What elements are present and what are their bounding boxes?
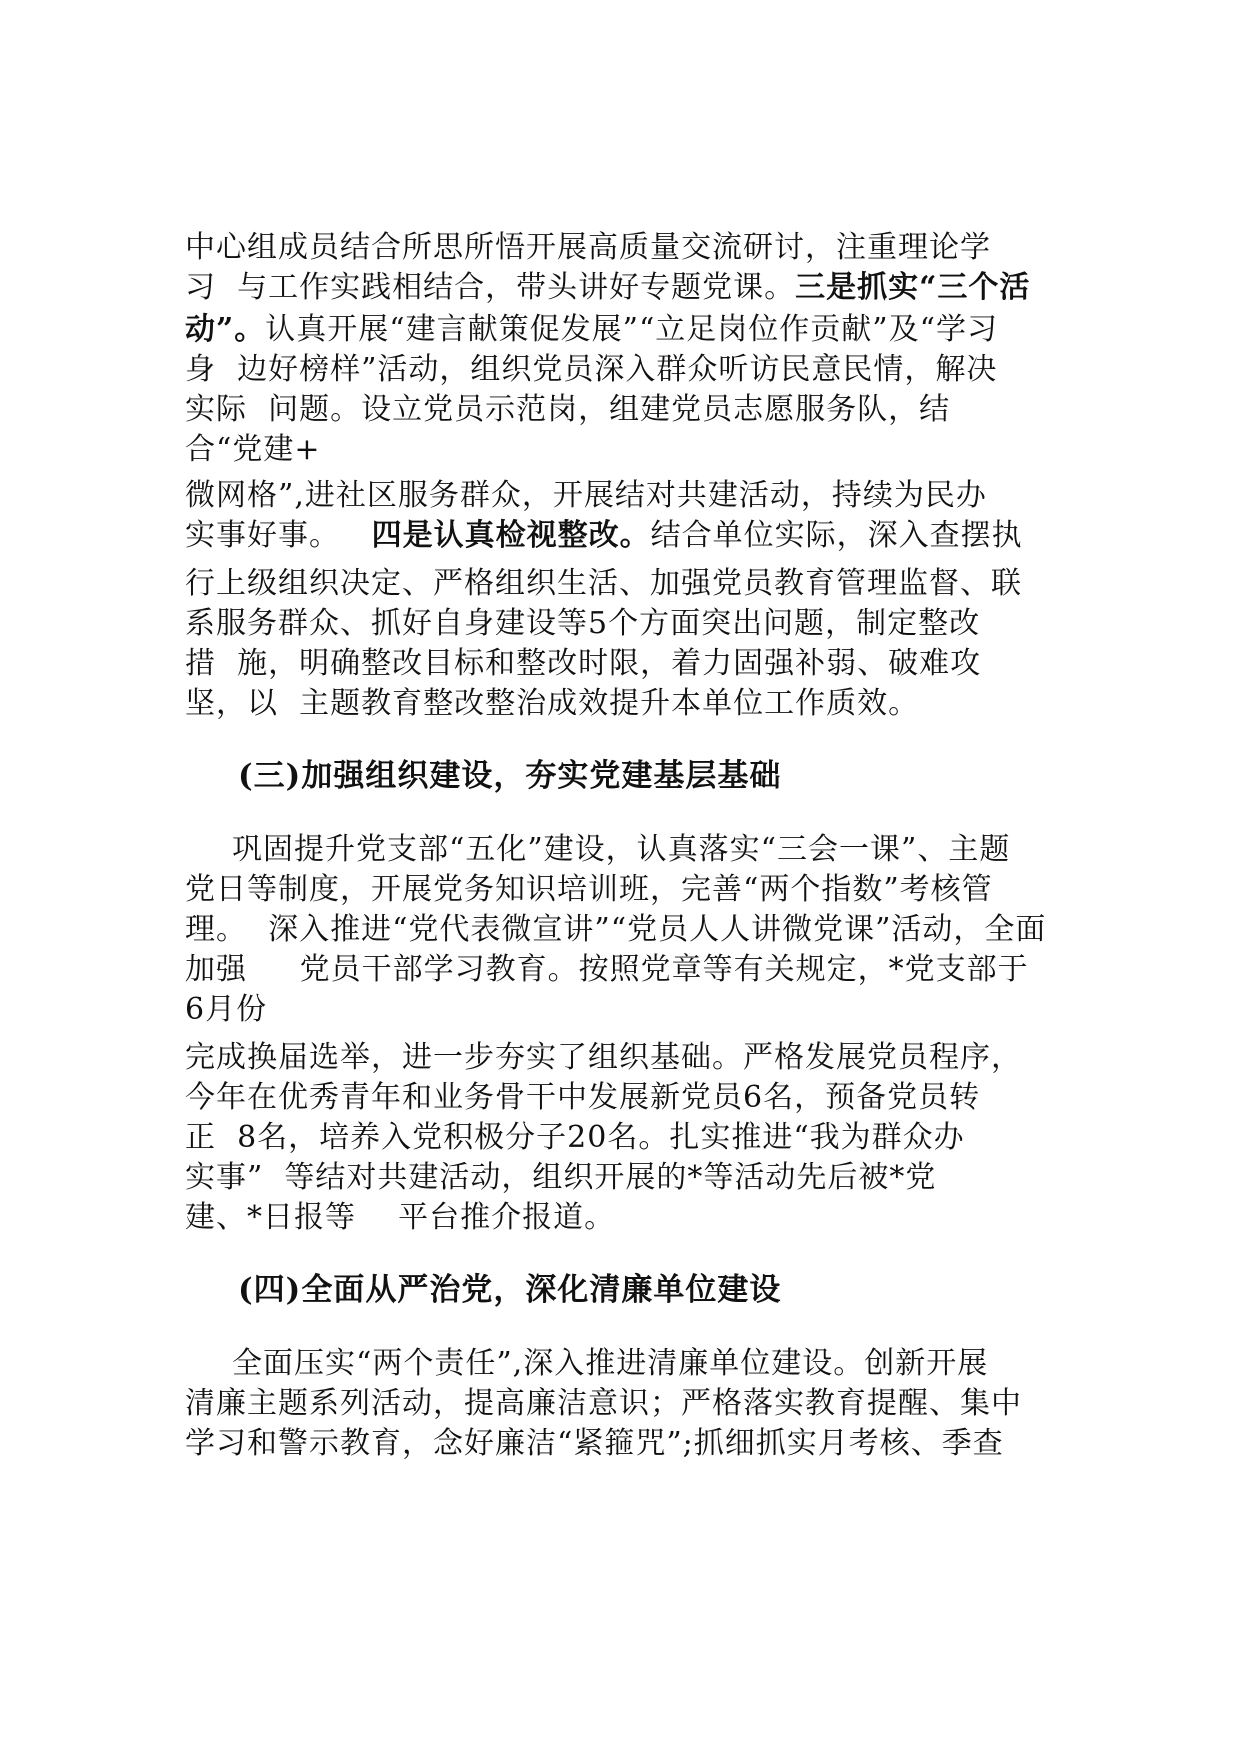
text-run: 措 施，明确整改目标和整改时限，着力固强补弱、破难攻 [185,646,982,681]
text-run: 6月份 [185,992,268,1027]
text-run: 坚，以 主题教育整改整治成效提升本单位工作质效。 [185,686,920,721]
paragraph-line [185,1384,1022,1424]
paragraph-line [185,476,987,516]
text-run: 今年在优秀青年和业务骨干中发展新党员6名，预备党员转 [185,1080,981,1115]
paragraph-line [185,350,997,390]
bold-text-run: 三是抓实“三个活 [795,270,1031,305]
paragraph-line [185,228,991,268]
paragraph-line [185,990,267,1030]
paragraph-line [185,1038,1022,1078]
paragraph-line [185,950,1029,990]
section-heading: (四)全面从严治党，深化清廉单位建设 [238,1272,782,1308]
paragraph-line [185,1198,615,1238]
paragraph-line [185,1158,936,1198]
text-run: 全面压实“两个责任”,深入推进清廉单位建设。创新开展 [232,1346,989,1381]
text-run: 理。 深入推进“党代表微宣讲”“党员人人讲微党课”活动，全面 [185,912,1047,947]
text-run: 建、*日报等 平台推介报道。 [185,1200,616,1235]
paragraph-line [185,564,1022,604]
text-run: 身 边好榜样”活动，组织党员深入群众听访民意民情，解决 [185,352,998,387]
text-run: 学习和警示教育，念好廉洁“紧箍咒”;抓细抓实月考核、季查 [185,1426,1004,1461]
paragraph-line [185,310,998,350]
bold-text-run: 动”。 [185,312,266,347]
text-run: 实事好事。 [185,518,372,553]
bold-text-run: 四是认真检视整改。 [371,518,651,553]
section-heading: (三)加强组织建设，夯实党建基层基础 [238,758,782,794]
text-run: 结合单位实际，深入查摆执 [650,518,1023,553]
text-run: 清廉主题系列活动，提高廉洁意识；严格落实教育提醒、集中 [185,1386,1022,1421]
paragraph-line [185,1424,1004,1464]
paragraph-line [185,870,993,910]
paragraph-line [232,1344,988,1384]
text-run: 行上级组织决定、严格组织生活、加强党员教育管理监督、联 [185,566,1022,601]
paragraph-line [185,644,981,684]
paragraph-line [185,268,1030,308]
paragraph-line [232,830,1010,870]
text-run: 习 与工作实践相结合，带头讲好专题党课。 [185,270,796,305]
paragraph-line [185,604,980,644]
text-run: 党日等制度，开展党务知识培训班，完善“两个指数”考核管 [185,872,993,907]
paragraph-line [185,390,950,430]
paragraph-line [185,1078,980,1118]
text-run: 中心组成员结合所思所悟开展高质量交流研讨，注重理论学 [185,230,991,265]
text-run: 巩固提升党支部“五化”建设，认真落实“三会一课”、主题 [232,832,1011,867]
text-run: 实事” 等结对共建活动，组织开展的*等活动先后被*党 [185,1160,937,1195]
paragraph-line [185,910,1046,950]
text-run: 合“党建+ [185,432,321,467]
text-run: 正 8名，培养入党积极分子20名。扎实推进“我为群众办 [185,1120,965,1155]
text-run: 系服务群众、抓好自身建设等5个方面突出问题，制定整改 [185,606,981,641]
paragraph-line [185,684,919,724]
text-run: 完成换届选举，进一步夯实了组织基础。严格发展党员程序， [185,1040,1022,1075]
paragraph-line [185,516,1023,556]
text-run: 实际 问题。设立党员示范岗，组建党员志愿服务队，结 [185,392,951,427]
text-run: 认真开展“建言献策促发展”“立足岗位作贡献”及“学习 [265,312,998,347]
text-run: 加强 党员干部学习教育。按照党章等有关规定，*党支部于 [185,952,1029,987]
text-run: 微网格”,进社区服务群众，开展结对共建活动，持续为民办 [185,478,987,513]
paragraph-line [185,1118,965,1158]
paragraph-line [185,430,320,470]
